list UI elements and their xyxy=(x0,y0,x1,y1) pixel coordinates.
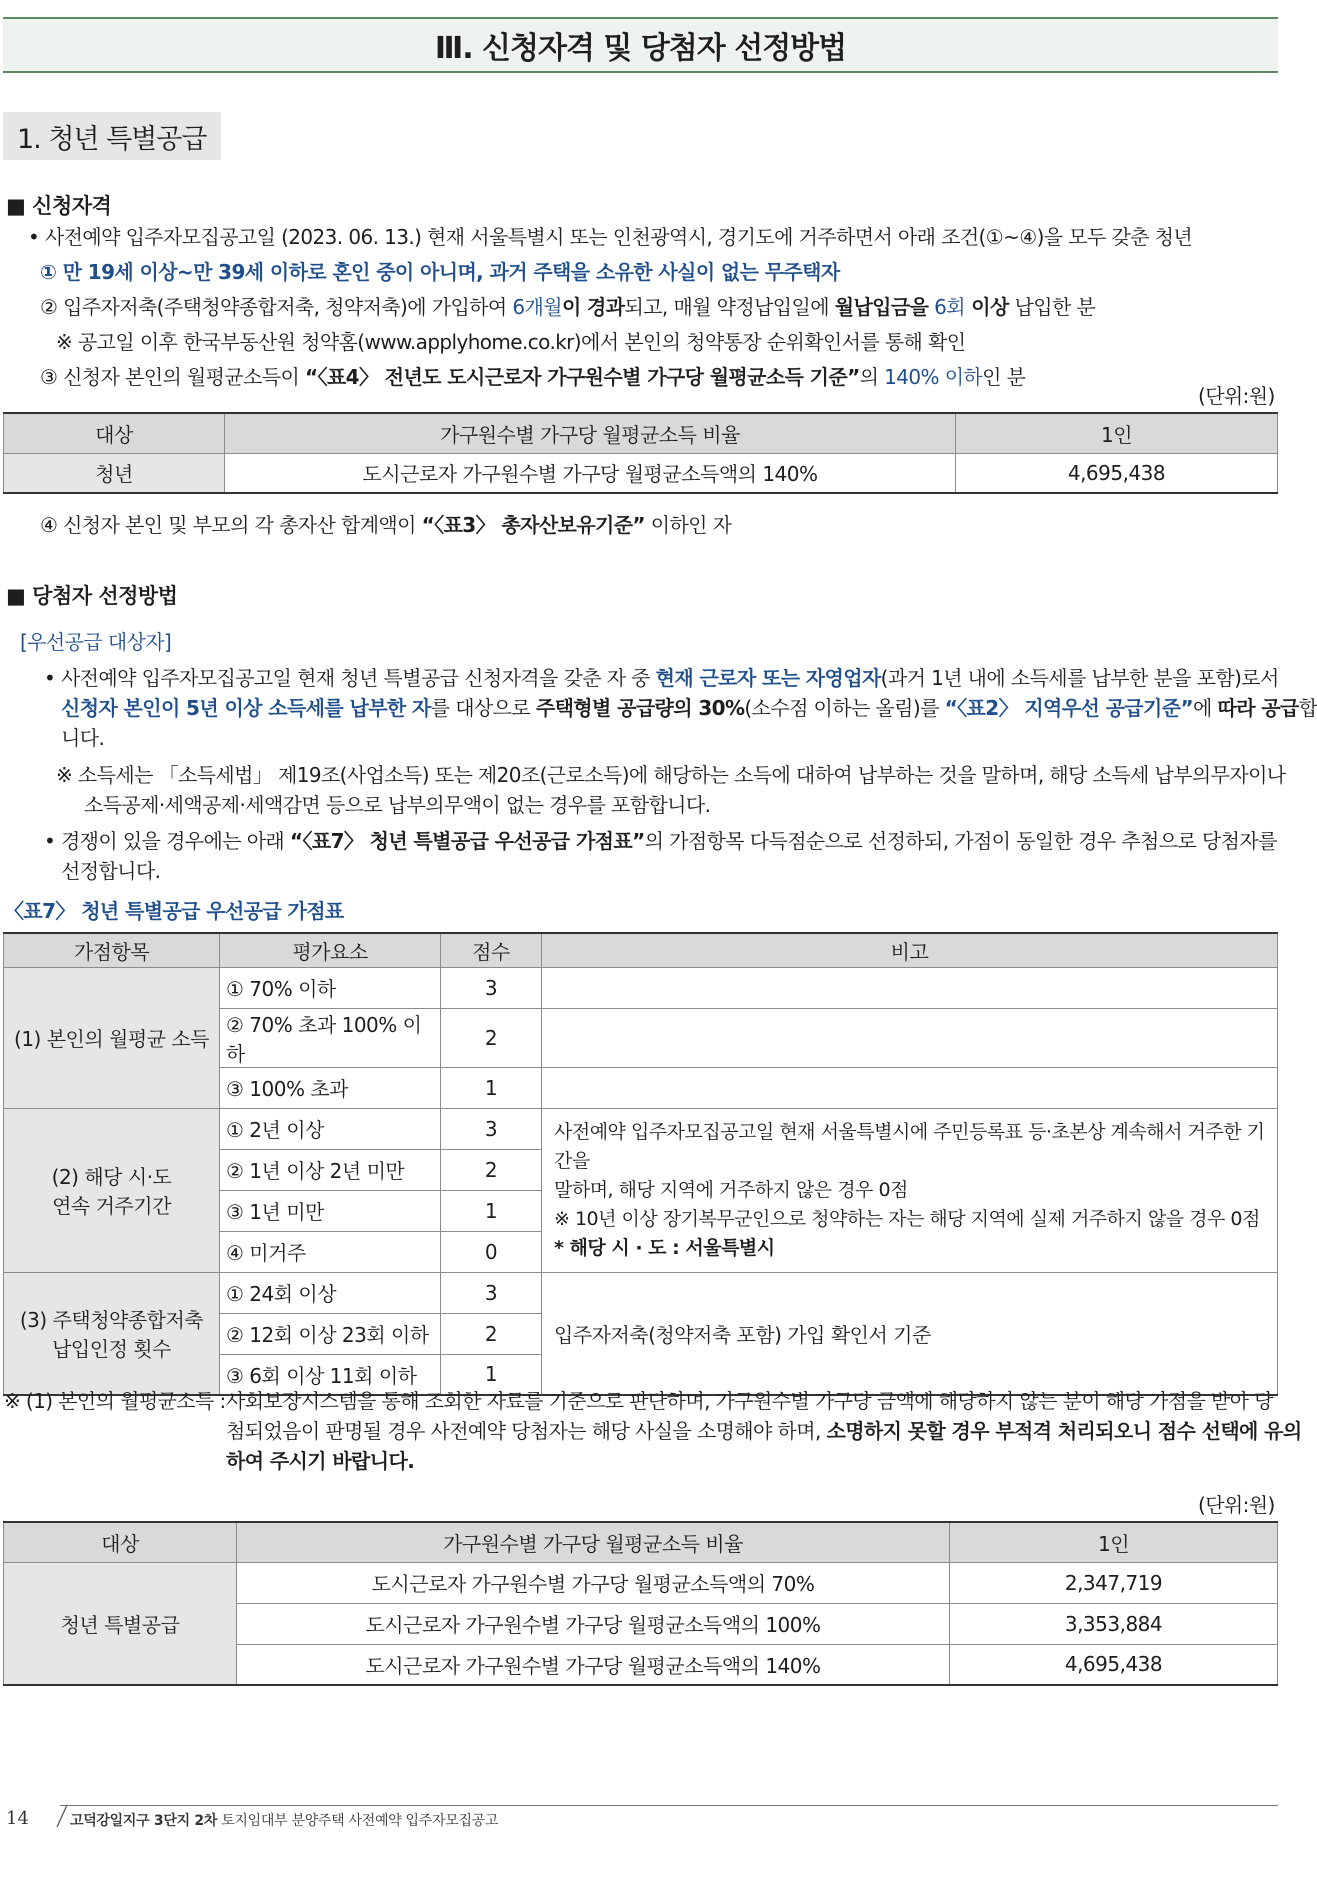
element-cell: ① 24회 이상 xyxy=(220,1272,441,1313)
savings-remarks: 입주자저축(청약저축 포함) 가입 확인서 기준 xyxy=(542,1272,1278,1395)
competition-line-2: 선정합니다. xyxy=(61,859,161,883)
th-1person: 1인 xyxy=(950,1522,1278,1562)
th-1person: 1인 xyxy=(956,413,1278,453)
score-cell: 3 xyxy=(441,1108,542,1149)
remark-line: 말하며, 해당 지역에 거주하지 않은 경우 0점 xyxy=(554,1178,908,1201)
income-table xyxy=(3,1521,1278,1686)
priority-line-2: 신청자 본인이 5년 이상 소득세를 납부한 자를 대상으로 주택형별 공급량의 30%(소수점 이하는 올림)를 “〈표2〉 지역우선 공급기준”에 따라 공급합 xyxy=(61,696,1317,720)
income-note-line-2: 첨되었음이 판명될 경우 사전예약 당첨자는 해당 사실을 소명해야 하며, 소명하지 못할 경우 부적격 처리되오니 점수 선택에 유의 xyxy=(226,1419,1302,1443)
tax-note-1: ※ 소득세는 「소득세법」 제19조(사업소득) 또는 제20조(근로소득)에 해당하는 소득에 대하여 납부하는 것을 말하며, 해당 소득세 납부의무자이나 xyxy=(56,763,1286,787)
td-ratio: 도시근로자 가구원수별 가구당 월평균소득액의 140% xyxy=(225,453,956,493)
element-cell: ② 70% 초과 100% 이하 xyxy=(220,1008,441,1067)
score-cell: 3 xyxy=(441,1272,542,1313)
score-cell: 1 xyxy=(441,1190,542,1231)
th-item: 가점항목 xyxy=(4,933,220,967)
unit-label-2: (단위:원) xyxy=(1198,1493,1275,1517)
score-cell: 2 xyxy=(441,1149,542,1190)
score-cell: 2 xyxy=(441,1313,542,1354)
section-title: 1. 청년 특별공급 xyxy=(3,112,221,160)
item-savings xyxy=(4,1272,220,1395)
eligibility-intro: • 사전예약 입주자모집공고일 (2023. 06. 13.) 현재 서울특별시 또는 인천광역시, 경기도에 거주하면서 아래 조건(①~④)을 모두 갖춘 청년 xyxy=(28,225,1193,249)
income-140-table xyxy=(3,412,1278,494)
element-cell: ④ 미거주 xyxy=(220,1231,441,1272)
element-cell: ① 70% 이하 xyxy=(220,967,441,1008)
item-residence-l1: (2) 해당 시·도 xyxy=(51,1165,172,1189)
residence-remarks xyxy=(542,1108,1278,1272)
th-element: 평가요소 xyxy=(220,933,441,967)
priority-label: [우선공급 대상자] xyxy=(20,630,172,654)
score-cell: 3 xyxy=(441,967,542,1008)
footer-doc-title: 고덕강일지구 3단지 2차 토지임대부 분양주택 사전예약 입주자모집공고 xyxy=(70,1813,499,1829)
remark-cell xyxy=(542,1008,1278,1067)
item-residence-l2: 연속 거주기간 xyxy=(52,1194,171,1218)
td-ratio: 도시근로자 가구원수별 가구당 월평균소득액의 70% xyxy=(237,1562,950,1603)
condition-1: ① 만 19세 이상~만 39세 이하로 혼인 중이 아니며, 과거 주택을 소유한 사실이 없는 무주택자 xyxy=(40,260,840,284)
remark-cell xyxy=(542,1067,1278,1108)
condition-2-note: ※ 공고일 이후 한국부동산원 청약홈(www.applyhome.co.kr)에서 본인의 청약통장 순위확인서를 통해 확인 xyxy=(56,330,966,354)
score-cell: 2 xyxy=(441,1008,542,1067)
priority-line-1: • 사전예약 입주자모집공고일 현재 청년 특별공급 신청자격을 갖춘 자 중 현재 근로자 또는 자영업자(과거 1년 내에 소득세를 납부한 분을 포함)로서 xyxy=(44,666,1279,690)
remark-cell xyxy=(542,967,1278,1008)
condition-3: ③ 신청자 본인의 월평균소득이 “〈표4〉 전년도 도시근로자 가구원수별 가구당 월평균소득 기준”의 140% 이하인 분 xyxy=(40,365,1026,389)
td-amount: 3,353,884 xyxy=(950,1603,1278,1644)
td-amount: 4,695,438 xyxy=(950,1644,1278,1685)
td-amount: 2,347,719 xyxy=(950,1562,1278,1603)
table7-caption: 〈표7〉 청년 특별공급 우선공급 가점표 xyxy=(4,899,344,923)
item-savings-l1: (3) 주택청약종합저축 xyxy=(19,1308,204,1333)
item-savings-l2: 납입인정 횟수 xyxy=(52,1337,171,1362)
score-cell: 0 xyxy=(441,1231,542,1272)
score-table xyxy=(3,932,1278,1396)
priority-line-3: 니다. xyxy=(61,726,105,750)
remark-line: * 해당 시 · 도 : 서울특별시 xyxy=(554,1236,775,1259)
item-residence xyxy=(4,1108,220,1272)
unit-label: (단위:원) xyxy=(1198,384,1275,408)
td-amount: 4,695,438 xyxy=(956,453,1278,493)
condition-2: ② 입주자저축(주택청약종합저축, 청약저축)에 가입하여 6개월이 경과되고, 매월 약정납입일에 월납입금을 6회 이상 납입한 분 xyxy=(40,295,1096,319)
element-cell: ② 1년 이상 2년 미만 xyxy=(220,1149,441,1190)
th-score: 점수 xyxy=(441,933,542,967)
eligibility-heading: ■ 신청자격 xyxy=(6,194,112,218)
th-target: 대상 xyxy=(4,1522,237,1562)
selection-heading: ■ 당첨자 선정방법 xyxy=(6,584,178,608)
income-note-line-1: 사회보장시스템을 통해 조회한 자료를 기준으로 판단하며, 가구원수별 가구당 금액에 해당하지 않는 분이 해당 가점을 받아 당 xyxy=(226,1389,1273,1413)
income-note-line-3: 하여 주시기 바랍니다. xyxy=(226,1449,415,1473)
element-cell: ③ 100% 초과 xyxy=(220,1067,441,1108)
th-ratio: 가구원수별 가구당 월평균소득 비율 xyxy=(237,1522,950,1562)
condition-4: ④ 신청자 본인 및 부모의 각 총자산 합계액이 “〈표3〉 총자산보유기준” 이하인 자 xyxy=(40,513,732,537)
th-ratio: 가구원수별 가구당 월평균소득 비율 xyxy=(225,413,956,453)
remark-line: ※ 10년 이상 장기복무군인으로 청약하는 자는 해당 지역에 실제 거주하지 않을 경우 0점 xyxy=(554,1207,1260,1230)
element-cell: ① 2년 이상 xyxy=(220,1108,441,1149)
footer-rule xyxy=(60,1805,1278,1806)
score-cell: 1 xyxy=(441,1067,542,1108)
page-title: Ⅲ. 신청자격 및 당첨자 선정방법 xyxy=(3,17,1278,73)
income-note-label: ※ (1) 본인의 월평균소득 : xyxy=(4,1389,226,1413)
td-target: 청년 특별공급 xyxy=(4,1562,237,1685)
th-target: 대상 xyxy=(4,413,225,453)
remark-line: 사전예약 입주자모집공고일 현재 서울특별시에 주민등록표 등·초본상 계속해서 거주한 기간을 xyxy=(554,1120,1265,1172)
competition-line-1: • 경쟁이 있을 경우에는 아래 “〈표7〉 청년 특별공급 우선공급 가점표”의 가점항목 다득점순으로 선정하되, 가점이 동일한 경우 추첨으로 당첨자를 xyxy=(44,829,1277,853)
td-ratio: 도시근로자 가구원수별 가구당 월평균소득액의 140% xyxy=(237,1644,950,1685)
td-ratio: 도시근로자 가구원수별 가구당 월평균소득액의 100% xyxy=(237,1603,950,1644)
element-cell: ② 12회 이상 23회 이하 xyxy=(220,1313,441,1354)
page-number: 14 xyxy=(6,1808,29,1829)
footer-slash xyxy=(55,1803,69,1829)
tax-note-2: 소득공제·세액공제·세액감면 등으로 납부의무액이 없는 경우를 포함합니다. xyxy=(84,793,711,817)
th-remarks: 비고 xyxy=(542,933,1278,967)
score-cell: 1 xyxy=(441,1354,542,1395)
item-income: (1) 본인의 월평균 소득 xyxy=(4,967,220,1108)
element-cell: ③ 6회 이상 11회 이하 xyxy=(220,1354,441,1395)
td-target: 청년 xyxy=(4,453,225,493)
element-cell: ③ 1년 미만 xyxy=(220,1190,441,1231)
